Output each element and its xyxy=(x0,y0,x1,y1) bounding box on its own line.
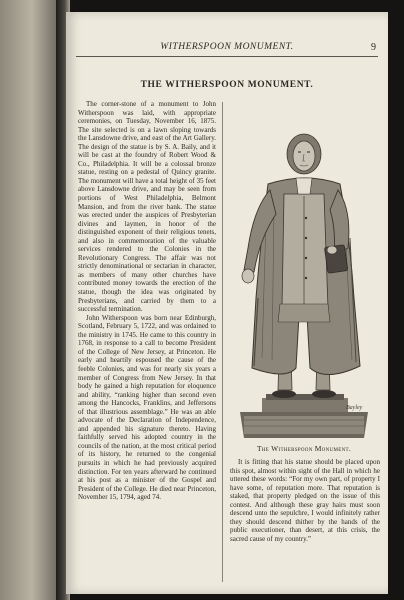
left-column xyxy=(78,100,216,502)
article-title: THE WITHERSPOON MONUMENT. xyxy=(140,80,314,90)
paragraph-biography: John Witherspoon was born near Edinburgh, Scotland, February 5, 1722, and was ordained to the ministry in 1745. He came to this country in 1768, in response to a call to become President of the College of New Jersey, at Princeton. He early and heartily espoused the cause of the feeble Colonies, and was for nearly six years a member of Congress from New Jersey. In that body he gained a high reputation for eloquence and ability, “ranking higher than second even among the Hancocks, Franklins, and Jeffersons of that illustrious assemblage.” He was an able advocate of the Declaration of Independence, and appended his signature thereto. Having faithfully served his adopted country in the councils of the nation, at the most critical period of its history, he returned to the congenial pursuits in which he had previously acquired distinction. For ten years afterward he continued at his post as a minister of the Gospel and President of the College. He died near Princeton, November 15, 1794, aged 74. xyxy=(78,313,216,502)
paragraph-cornerstone: The corner-stone of a monument to John Witherspoon was laid, with appropriate ceremonies, on Tuesday, November 16, 1875. The site selected is on a lawn sloping towards the Lansdowne drive, and east of the Art Gallery. The design of the statue is by S. A. Baily, and it will be cast at the foundry of Robert Wood & Co., Philadelphia. It will be a colossal bronze statue, resting on a pedestal of Quincy granite. The monument will have a total height of 35 feet above Lansdowne drive, and may be seen from portions of West Philadelphia, Belmont Mansion, and from the river bank. The statue was erected under the auspices of Presbyterian divines and laymen, in honor of the distinguished exponent of their religious tenets, and also in commemoration of the valuable services rendered to the Colonies in the Revolutionary Congress. The affair was not strictly denominational or sectarian in character, as members of many other churches have contributed money towards the erection of the statue, though the idea was originated by Presbyterians, and carried by them to a successful termination. xyxy=(78,100,216,314)
paragraph-statue-site: It is fitting that his statue should be placed upon this spot, almost within sight of the Hall in which he uttered these words: “For my own part, of property I have some, of reputation more. That reputation is staked, that property pledged on the issue of this contest. And although these gray hairs must soon descend unto the sepulchre, I would infinitely rather they should descend thither by the hands of the public executioner, than desert, at this crisis, the sacred cause of my country.” xyxy=(230,458,380,543)
page-number: 9 xyxy=(371,42,376,53)
running-head xyxy=(76,42,378,57)
statue-illustration xyxy=(226,98,382,438)
running-title: WITHERSPOON MONUMENT. xyxy=(160,42,294,52)
book-page xyxy=(66,12,388,594)
figure-caption: The Witherspoon Monument. xyxy=(256,444,352,453)
engraver-signature: Bayley xyxy=(346,405,363,411)
statue-engraving xyxy=(226,98,382,438)
facing-page-edge xyxy=(0,0,58,600)
column-rule xyxy=(222,102,223,582)
right-column xyxy=(230,458,380,543)
